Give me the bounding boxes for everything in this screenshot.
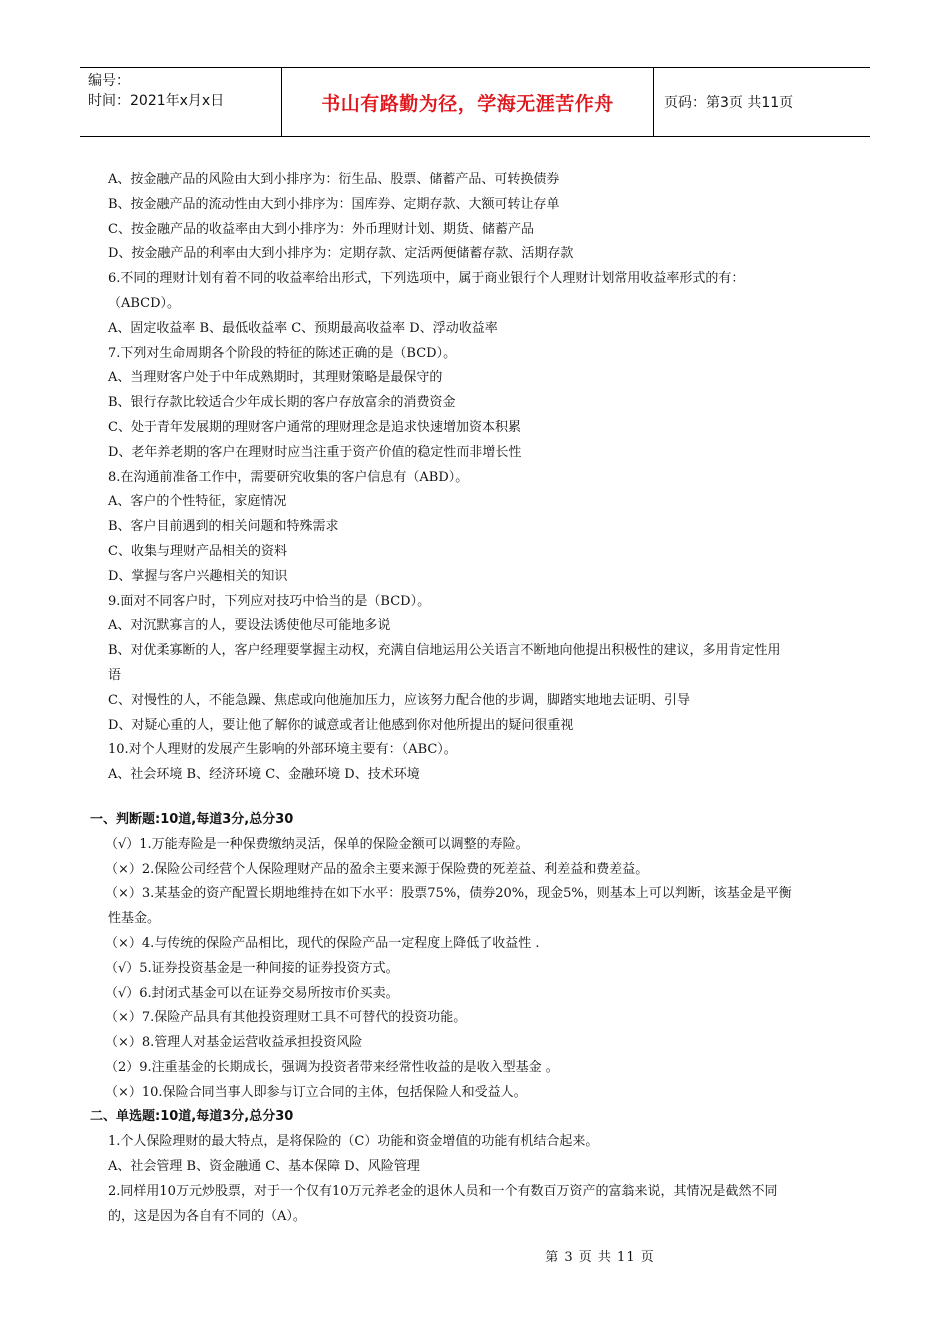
text-line: B、客户目前遇到的相关问题和特殊需求 bbox=[108, 519, 339, 535]
header-page-number: 页码：第3页 共11页 bbox=[664, 95, 794, 111]
text-line: C、收集与理财产品相关的资料 bbox=[108, 543, 287, 559]
text-line: B、按金融产品的流动性由大到小排序为：国库券、定期存款、大额可转让存单 bbox=[108, 196, 560, 212]
text-line: A、按金融产品的风险由大到小排序为：衍生品、股票、储蓄产品、可转换债券 bbox=[108, 172, 560, 187]
text-line: 8.在沟通前准备工作中，需要研究收集的客户信息有（ABD）。 bbox=[108, 469, 469, 485]
question-line: 2.同样用10万元炒股票，对于一个仅有10万元养老金的退休人员和一个有数百万资产的富翁来说，其情况是截然不同 bbox=[108, 1183, 778, 1199]
text-line: C、按金融产品的收益率由大到小排序为：外币理财计划、期货、储蓄产品 bbox=[108, 221, 534, 237]
text-line: C、对慢性的人，不能急躁、焦虑或向他施加压力，应该努力配合他的步调，脚踏实地地去证明、引导 bbox=[108, 692, 690, 708]
text-line: A、客户的个性特征，家庭情况 bbox=[108, 494, 287, 510]
text-line: C、处于青年发展期的理财客户通常的理财理念是追求快速增加资本积累 bbox=[108, 419, 521, 435]
text-line: B、对优柔寡断的人，客户经理要掌握主动权，充满自信地运用公关语言不断地向他提出积极性的建议，多用肯定性用 bbox=[108, 643, 781, 659]
judgment-item: （2）9.注重基金的长期成长，强调为投资者带来经常性收益的是收入型基金 。 bbox=[105, 1059, 559, 1075]
section-title-single-choice: 二、单选题:10道,每道3分,总分30 bbox=[90, 1109, 294, 1125]
question-line: 的，这是因为各自有不同的（A）。 bbox=[108, 1208, 306, 1224]
text-line: 7.下列对生命周期各个阶段的特征的陈述正确的是（BCD）。 bbox=[108, 345, 457, 361]
judgment-item: （×）7.保险产品具有其他投资理财工具不可替代的投资功能。 bbox=[105, 1010, 467, 1026]
text-line: （ABCD）。 bbox=[108, 295, 181, 311]
text-line: A、社会环境 B、经济环境 C、金融环境 D、技术环境 bbox=[108, 767, 420, 783]
judgment-item: （√）6.封闭式基金可以在证券交易所按市价买卖。 bbox=[105, 985, 399, 1001]
judgment-item: （×）8.管理人对基金运营收益承担投资风险 bbox=[105, 1035, 363, 1051]
question-line: 1.个人保险理财的最大特点，是将保险的（C）功能和资金增值的功能有机结合起来。 bbox=[108, 1134, 599, 1150]
header-meta bbox=[80, 68, 282, 136]
section-title-judgment: 一、判断题:10道,每道3分,总分30 bbox=[90, 811, 294, 827]
judgment-item: （×）4.与传统的保险产品相比，现代的保险产品一定程度上降低了收益性 . bbox=[105, 935, 540, 951]
document-number-label: 编号： bbox=[88, 73, 130, 89]
text-line: A、固定收益率 B、最低收益率 C、预期最高收益率 D、浮动收益率 bbox=[108, 320, 498, 336]
text-line: D、对疑心重的人，要让他了解你的诚意或者让他感到你对他所提出的疑问很重视 bbox=[108, 717, 574, 733]
text-line: 6.不同的理财计划有着不同的收益率给出形式，下列选项中，属于商业银行个人理财计划常用收益率形式的有： bbox=[108, 271, 745, 287]
judgment-item: （×）2.保险公司经营个人保险理财产品的盈余主要来源于保险费的死差益、利差益和费差益。 bbox=[105, 861, 649, 877]
judgment-item-continuation: 性基金。 bbox=[108, 911, 161, 927]
text-line: D、老年养老期的客户在理财时应当注重于资产价值的稳定性而非增长性 bbox=[108, 444, 522, 460]
text-line: D、掌握与客户兴趣相关的知识 bbox=[108, 568, 288, 584]
header-table bbox=[80, 67, 870, 137]
footer-page-number: 第 3 页 共 11 页 bbox=[545, 1250, 655, 1265]
text-line: 10.对个人理财的发展产生影响的外部环境主要有：（ABC）。 bbox=[108, 742, 457, 758]
judgment-item: （×）3.某基金的资产配置长期地维持在如下水平：股票75%，债券20%，现金5%，则基本上可以判断，该基金是平衡 bbox=[105, 886, 792, 902]
judgment-item: （√）1.万能寿险是一种保费缴纳灵活，保单的保险金额可以调整的寿险。 bbox=[105, 836, 529, 852]
text-line: 9.面对不同客户时，下列应对技巧中恰当的是（BCD）。 bbox=[108, 593, 431, 609]
text-line: D、按金融产品的利率由大到小排序为：定期存款、定活两便储蓄存款、活期存款 bbox=[108, 246, 574, 262]
question-line: A、社会管理 B、资金融通 C、基本保障 D、风险管理 bbox=[108, 1159, 420, 1175]
text-line: A、对沉默寡言的人，要设法诱使他尽可能地多说 bbox=[108, 618, 391, 634]
document-body bbox=[90, 168, 864, 1229]
judgment-item: （√）5.证券投资基金是一种间接的证券投资方式。 bbox=[105, 960, 399, 976]
document-date-label: 时间：2021年x月x日 bbox=[88, 93, 225, 109]
page-footer bbox=[0, 1246, 950, 1265]
header-motto: 书山有路勤为径，学海无涯苦作舟 bbox=[282, 68, 654, 136]
text-line: A、当理财客户处于中年成熟期时，其理财策略是最保守的 bbox=[108, 370, 443, 386]
judgment-item: （×）10.保险合同当事人即参与订立合同的主体，包括保险人和受益人。 bbox=[105, 1084, 527, 1100]
text-line: B、银行存款比较适合少年成长期的客户存放富余的消费资金 bbox=[108, 395, 456, 411]
text-line: 语 bbox=[108, 667, 122, 683]
